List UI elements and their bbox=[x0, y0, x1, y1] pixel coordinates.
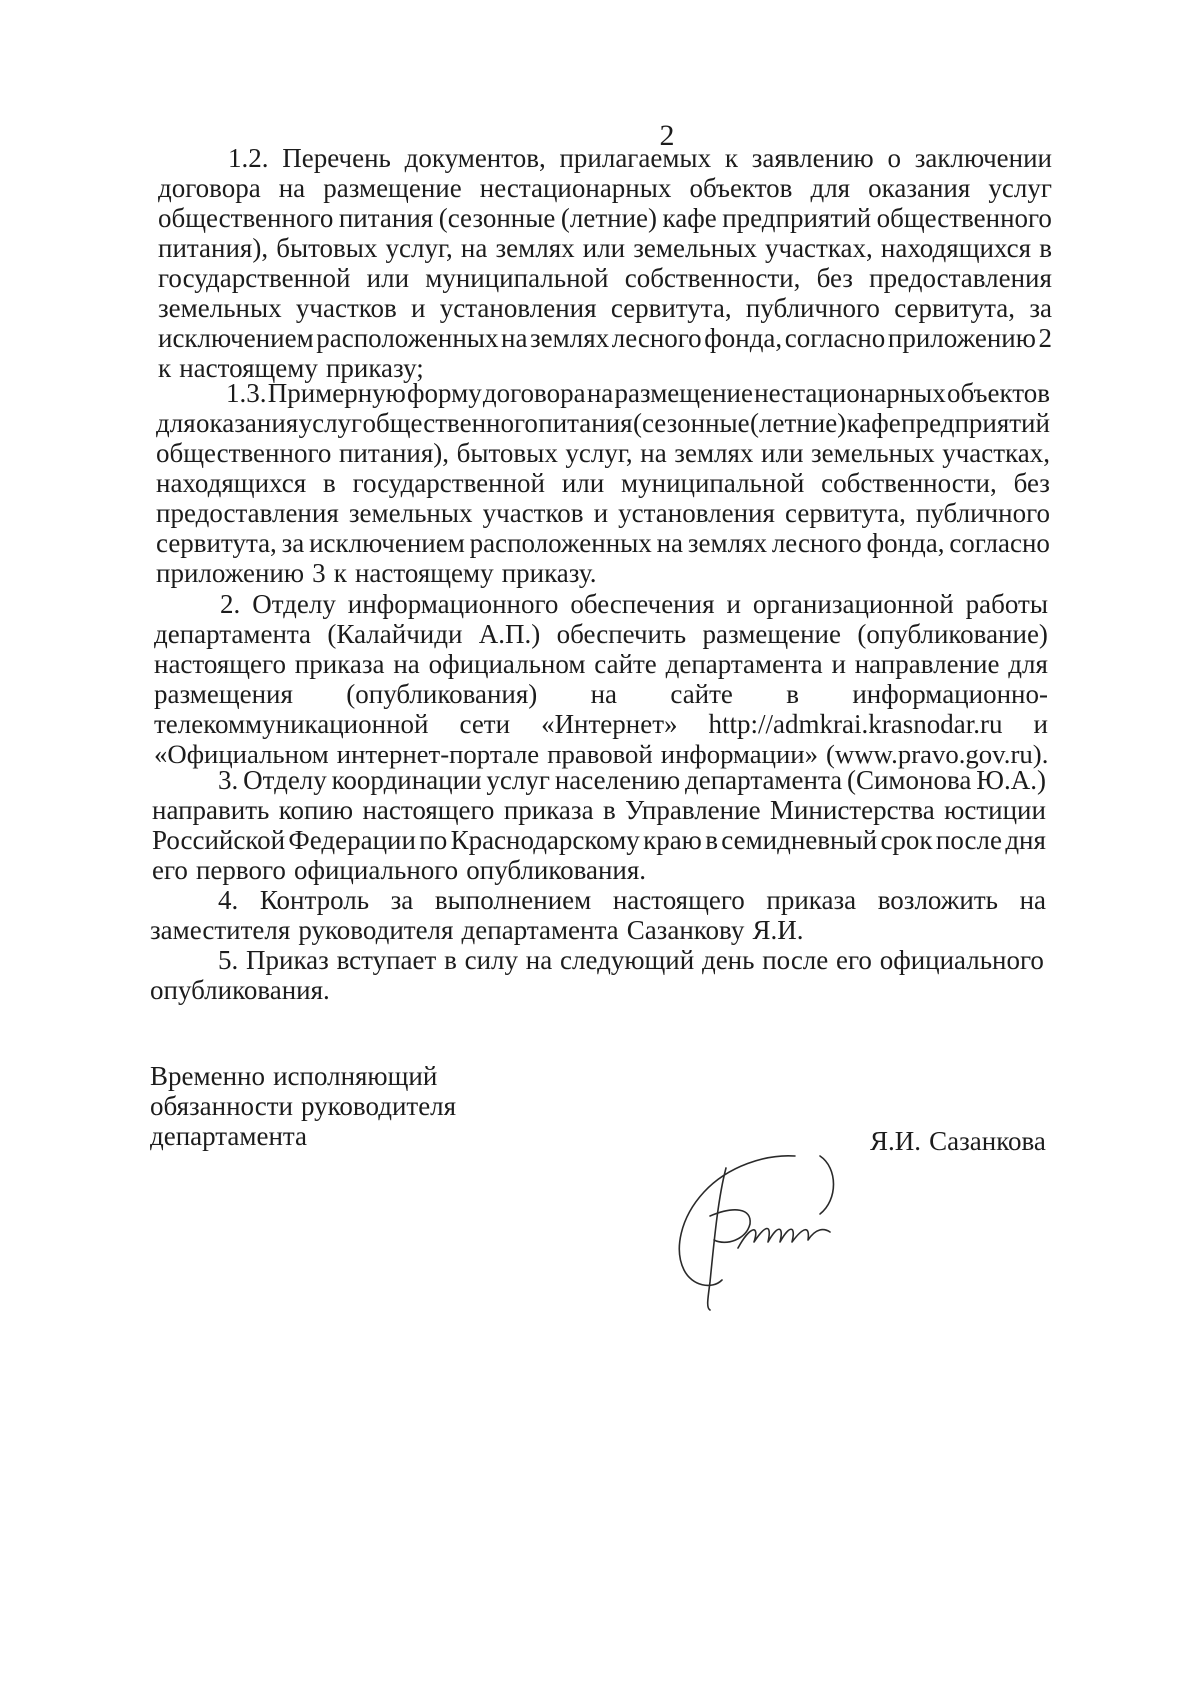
paragraph-line: приложению 3 к настоящему приказу. bbox=[156, 558, 597, 588]
page-number: 2 bbox=[659, 119, 675, 152]
paragraph-line: телекоммуникационной сети «Интернет» http://admkrai.krasnodar.ru и bbox=[154, 709, 1048, 739]
paragraph-line: общественного питания (сезонные (летние) кафе предприятий общественного bbox=[158, 203, 1052, 233]
paragraph-line: находящихся в государственной или муниципальной собственности, без bbox=[156, 468, 1050, 498]
paragraph-line: 3. Отделу координации услуг населению департамента (Симонова Ю.А.) bbox=[218, 765, 1046, 795]
paragraph-line: государственной или муниципальной собственности, без предоставления bbox=[158, 263, 1052, 293]
paragraph-line: направить копию настоящего приказа в Управление Министерства юстиции bbox=[152, 795, 1046, 825]
paragraph-line: общественного питания), бытовых услуг, на землях или земельных участках, bbox=[156, 438, 1050, 468]
paragraph-line: заместителя руководителя департамента Сазанкову Я.И. bbox=[150, 915, 804, 945]
signatory-position-line: департамента bbox=[150, 1121, 308, 1151]
paragraph-line: опубликования. bbox=[150, 975, 330, 1005]
paragraph-line: исключением расположенных на землях лесного фонда, согласно приложению 2 bbox=[158, 323, 1052, 353]
paragraph-line: для оказания услуг общественного питания (сезонные (летние) кафе предприятий bbox=[156, 408, 1050, 438]
paragraph-line: размещения (опубликования) на сайте в информационно- bbox=[154, 679, 1048, 709]
paragraph-line: его первого официального опубликования. bbox=[152, 855, 647, 885]
signatory-position-line: Временно исполняющий bbox=[150, 1061, 438, 1091]
paragraph-line: Российской Федерации по Краснодарскому краю в семидневный срок после дня bbox=[152, 825, 1046, 855]
paragraph-line: земельных участков и установления сервитута, публичного сервитута, за bbox=[158, 293, 1052, 323]
paragraph-line: «Официальном интернет-портале правовой информации» (www.pravo.gov.ru). bbox=[154, 739, 1048, 769]
paragraph-line: 1.2. Перечень документов, прилагаемых к заявлению о заключении bbox=[228, 143, 1052, 173]
paragraph-line: договора на размещение нестационарных объектов для оказания услуг bbox=[158, 173, 1052, 203]
paragraph-line: 4. Контроль за выполнением настоящего приказа возложить на bbox=[218, 885, 1046, 915]
paragraph-line: сервитута, за исключением расположенных на землях лесного фонда, согласно bbox=[156, 528, 1050, 558]
handwritten-signature bbox=[670, 1152, 850, 1312]
paragraph-line: департамента (Калайчиди А.П.) обеспечить размещение (опубликование) bbox=[154, 619, 1048, 649]
paragraph-line: предоставления земельных участков и установления сервитута, публичного bbox=[156, 498, 1050, 528]
paragraph-line: питания), бытовых услуг, на землях или земельных участках, находящихся в bbox=[158, 233, 1052, 263]
signatory-position-line: обязанности руководителя bbox=[150, 1091, 457, 1121]
paragraph-line: настоящего приказа на официальном сайте департамента и направление для bbox=[154, 649, 1048, 679]
signatory-name: Я.И. Сазанкова bbox=[870, 1126, 1046, 1156]
paragraph-line: к настоящему приказу; bbox=[158, 353, 424, 383]
paragraph-line: 5. Приказ вступает в силу на следующий день после его официального bbox=[218, 945, 1044, 975]
paragraph-line: 2. Отделу информационного обеспечения и организационной работы bbox=[220, 589, 1048, 619]
paragraph-line: 1.3. Примерную форму договора на размещение нестационарных объектов bbox=[226, 378, 1050, 408]
